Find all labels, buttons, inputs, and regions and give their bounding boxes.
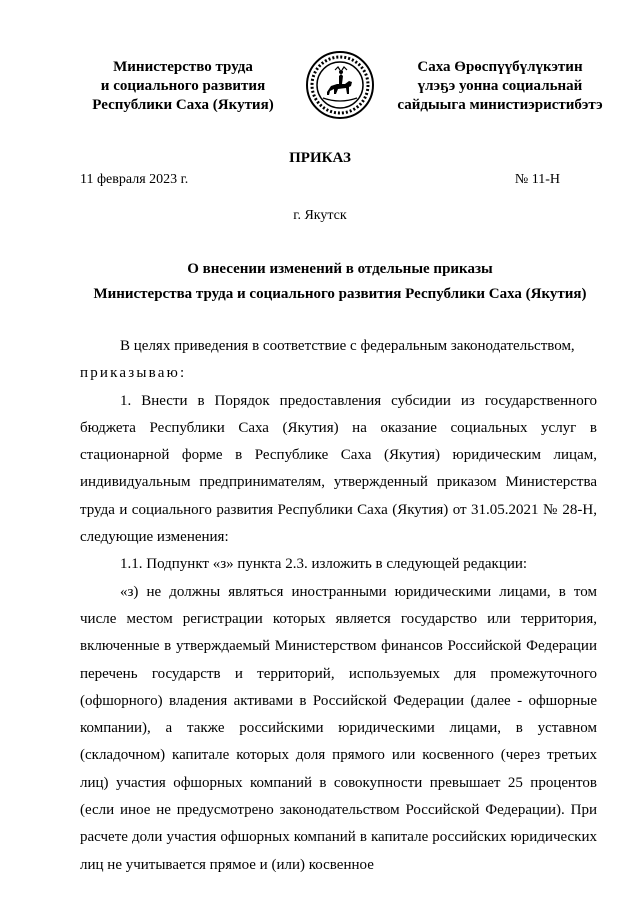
ministry-sah-line: сайдыыга министиэристибэтэ (397, 97, 603, 113)
intro-paragraph: В целях приведения в соответствие с федеральным законодательством, (120, 338, 575, 354)
paragraph-z: «з) не должны являться иностранными юридическими лицами, в том числе местом регистрации которых является государство или территория, включенные в утверждаемый Министерством финансов Российской Федерации перечень государств и территорий, используемых для промежуточного (офшорного) владения активами в Российской Федерации (далее - офшорные компании), а также российскими юридическими лицами, в уставном (складочном) капитале которых доля прямого или косвенного (через третьих лиц) участия офшорных компаний в совокупности превышает 25 процентов (если иное не предусмотрено законодательством Российской Федерации). При расчете доли участия офшорных компаний в капитале российских юридических лиц не учитывается прямое и (или) косвенное (80, 583, 597, 873)
order-word: приказываю: (80, 365, 187, 382)
ministry-ru-line: Министерство труда (113, 59, 253, 75)
ministry-name-ru (78, 58, 288, 115)
ministry-sah-line: Саха Өрөспүүбүлүкэтин (417, 59, 583, 75)
subject-line: О внесении изменений в отдельные приказы (187, 261, 493, 277)
ministry-name-sah (390, 58, 610, 115)
ministry-sah-line: үлэҕэ уонна социальнай (417, 78, 583, 94)
document-date: 11 февраля 2023 г. (80, 172, 189, 187)
ministry-ru-line: Республики Саха (Якутия) (92, 97, 274, 113)
ministry-ru-line: и социального развития (100, 78, 266, 94)
document-city: г. Якутск (293, 208, 347, 223)
document-type: ПРИКАЗ (289, 150, 351, 166)
document-subject (40, 257, 640, 307)
paragraph-1-1: 1.1. Подпункт «з» пункта 2.3. изложить в следующей редакции: (120, 556, 528, 573)
document-number: № 11-Н (514, 172, 560, 187)
subject-line: Министерства труда и социального развития Республики Саха (Якутия) (93, 286, 587, 302)
coat-of-arms-emblem (305, 50, 375, 120)
paragraph-1: 1. Внести в Порядок предоставления субсидии из государственного бюджета Республики Саха (Якутия) на оказание социальных услуг в стационарной форме в Республике Саха (Якутия) юридическим лицам, индивидуальным предпринимателям, утвержденный приказом Министерства труда и социального развития Республики Саха (Якутия) от 31.05.2021 № 28-Н, следующие изменения: (80, 392, 597, 546)
document-body (80, 333, 597, 879)
